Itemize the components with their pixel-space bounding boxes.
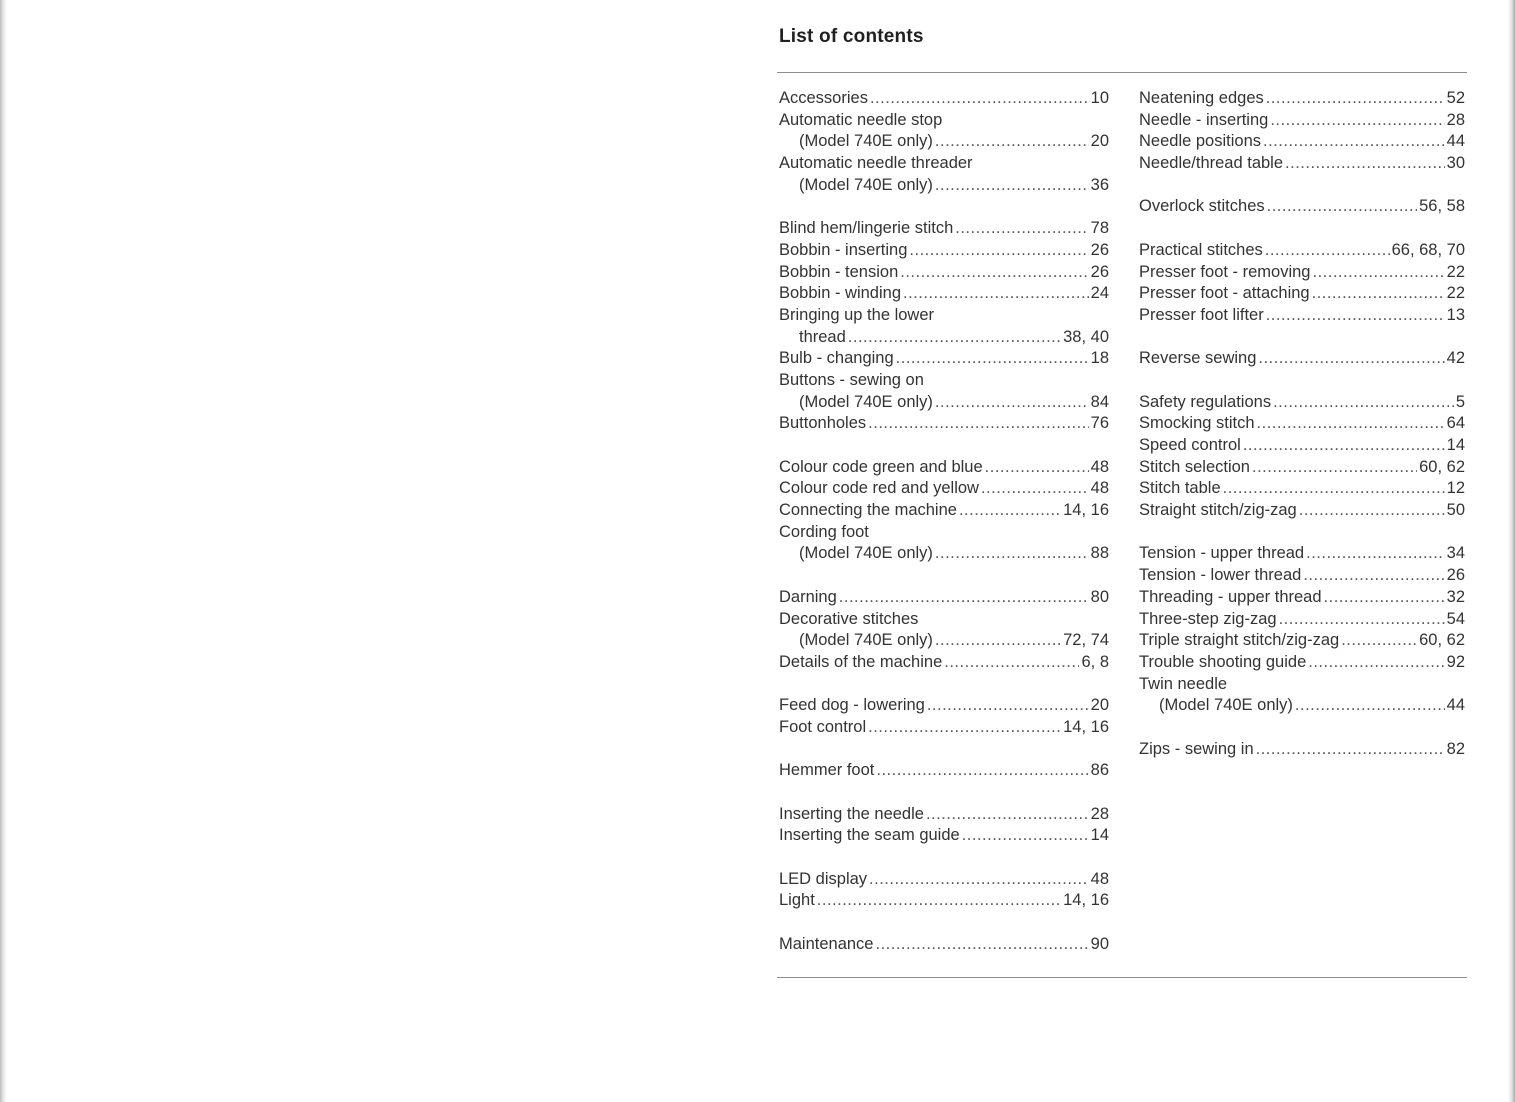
toc-entry xyxy=(779,652,1109,674)
toc-entry-label: Needle - inserting xyxy=(1139,110,1269,129)
toc-entry-page: 14, 16 xyxy=(1063,891,1109,910)
toc-entry-label: Trouble shooting guide xyxy=(1139,652,1307,671)
toc-entry-page: 42 xyxy=(1446,349,1465,368)
toc-entry xyxy=(1139,587,1465,609)
toc-entry xyxy=(1139,609,1465,631)
toc-entry xyxy=(1139,543,1465,565)
toc-entry-label: Bringing up the lower xyxy=(779,305,935,324)
dot-leader xyxy=(839,587,1089,609)
toc-entry-label: (Model 740E only) xyxy=(799,175,933,194)
toc-entry-page: 20 xyxy=(1090,696,1109,715)
toc-entry-page: 6, 8 xyxy=(1081,652,1109,671)
toc-entry-page: 84 xyxy=(1090,392,1109,411)
toc-entry-label: Presser foot - removing xyxy=(1139,262,1311,281)
toc-entry xyxy=(779,695,1109,717)
toc-entry-label: Safety regulations xyxy=(1139,392,1272,411)
toc-entry xyxy=(1139,500,1465,522)
dot-leader xyxy=(870,88,1089,110)
dot-leader xyxy=(848,327,1061,349)
toc-entry-label: Feed dog - lowering xyxy=(779,696,925,715)
dot-leader xyxy=(926,804,1089,826)
toc-entry-page: 64 xyxy=(1446,414,1465,433)
toc-entry-label: LED display xyxy=(779,869,868,888)
toc-entry-label: Maintenance xyxy=(779,934,874,953)
toc-entry-label: Inserting the needle xyxy=(779,804,924,823)
toc-entry-label: (Model 740E only) xyxy=(799,392,933,411)
toc-entry-page: 30 xyxy=(1446,154,1465,173)
toc-entry xyxy=(779,348,1109,370)
toc-entry-label: Presser foot lifter xyxy=(1139,305,1264,324)
toc-entry-label: Bobbin - inserting xyxy=(779,240,908,259)
toc-entry-label: Presser foot - attaching xyxy=(1139,284,1310,303)
dot-leader xyxy=(1263,131,1445,153)
dot-leader xyxy=(1324,587,1445,609)
toc-entry xyxy=(779,305,1109,327)
dot-leader xyxy=(909,240,1088,262)
toc-entry-label: Tension - lower thread xyxy=(1139,566,1302,585)
toc-entry-page: 60, 62 xyxy=(1419,631,1465,650)
toc-entry xyxy=(779,413,1109,435)
dot-leader xyxy=(1258,348,1444,370)
toc-entry-label: Stitch table xyxy=(1139,479,1221,498)
toc-entry-page: 54 xyxy=(1446,609,1465,628)
dot-leader xyxy=(1252,457,1417,479)
toc-entry-label: Threading - upper thread xyxy=(1139,587,1322,606)
toc-entry xyxy=(779,630,1109,652)
toc-entry-label: Overlock stitches xyxy=(1139,197,1265,216)
toc-entry xyxy=(1139,413,1465,435)
toc-entry-label: Darning xyxy=(779,587,837,606)
dot-leader xyxy=(981,478,1089,500)
dot-leader xyxy=(869,869,1089,891)
dot-leader xyxy=(875,934,1088,956)
toc-entry xyxy=(779,110,1109,132)
toc-entry xyxy=(1139,565,1465,587)
toc-entry xyxy=(779,457,1109,479)
toc-entry xyxy=(779,522,1109,544)
toc-entry-label: Blind hem/lingerie stitch xyxy=(779,219,954,238)
toc-entry xyxy=(779,370,1109,392)
toc-entry-label: Bobbin - winding xyxy=(779,284,901,303)
toc-entry xyxy=(779,869,1109,891)
toc-entry-label: Connecting the machine xyxy=(779,501,957,520)
toc-entry-label: Twin needle xyxy=(1139,674,1228,693)
toc-entry-page: 10 xyxy=(1090,89,1109,107)
toc-entry xyxy=(1139,435,1465,457)
dot-leader xyxy=(935,543,1089,565)
toc-entry-page: 48 xyxy=(1090,869,1109,888)
dot-leader xyxy=(1295,695,1445,717)
toc-entry-label: Bobbin - tension xyxy=(779,262,899,281)
toc-entry xyxy=(779,760,1109,782)
toc-entry xyxy=(1139,674,1465,696)
toc-entry-page: 32 xyxy=(1446,587,1465,606)
toc-entry-label: Automatic needle threader xyxy=(779,154,973,173)
dot-leader xyxy=(1303,565,1444,587)
toc-entry xyxy=(779,717,1109,739)
toc-entry xyxy=(779,131,1109,153)
toc-entry-label: Three-step zig-zag xyxy=(1139,609,1277,628)
dot-leader xyxy=(903,283,1089,305)
toc-entry-label: Practical stitches xyxy=(1139,240,1263,259)
toc-entry-label: Colour code red and yellow xyxy=(779,479,979,498)
dot-leader xyxy=(955,218,1088,240)
toc-entry-label: Tension - upper thread xyxy=(1139,544,1305,563)
toc-entry-page: 12 xyxy=(1446,479,1465,498)
toc-entry-label: Triple straight stitch/zig-zag xyxy=(1139,631,1340,650)
toc-entry-label: Reverse sewing xyxy=(1139,349,1257,368)
toc-entry-page: 26 xyxy=(1090,240,1109,259)
toc-entry-page: 28 xyxy=(1090,804,1109,823)
toc-entry-label: Buttonholes xyxy=(779,414,867,433)
toc-entry-label: Speed control xyxy=(1139,436,1241,454)
toc-entry-page: 66, 68, 70 xyxy=(1391,240,1465,259)
toc-entry xyxy=(1139,392,1465,414)
toc-entry-page: 52 xyxy=(1446,89,1465,107)
dot-leader xyxy=(1279,609,1445,631)
dot-leader xyxy=(1341,630,1417,652)
toc-entry-page: 14 xyxy=(1446,436,1465,454)
toc-entry-page: 34 xyxy=(1446,544,1465,563)
toc-entry-label: Straight stitch/zig-zag xyxy=(1139,501,1297,520)
toc-entry-label: (Model 740E only) xyxy=(799,544,933,563)
dot-leader xyxy=(1273,392,1454,414)
toc-entry-page: 13 xyxy=(1446,305,1465,324)
dot-leader xyxy=(1266,88,1445,110)
toc-entry-label: Inserting the seam guide xyxy=(779,826,960,845)
toc-entry xyxy=(1139,262,1465,284)
toc-entry xyxy=(1139,88,1465,110)
toc-entry-label: Stitch selection xyxy=(1139,457,1250,476)
toc-entry xyxy=(779,392,1109,414)
dot-leader xyxy=(1223,478,1445,500)
bottom-rule xyxy=(777,977,1467,978)
dot-leader xyxy=(1299,500,1445,522)
toc-entry-page: 5 xyxy=(1455,392,1465,411)
toc-entry-label: Neatening edges xyxy=(1139,89,1264,107)
dot-leader xyxy=(1265,240,1390,262)
toc-entry-page: 22 xyxy=(1446,262,1465,281)
dot-leader xyxy=(935,175,1089,197)
toc-entry xyxy=(779,327,1109,349)
dot-leader xyxy=(1243,435,1445,457)
dot-leader xyxy=(1285,153,1445,175)
toc-entry-label: Automatic needle stop xyxy=(779,110,943,129)
top-rule xyxy=(777,72,1467,73)
toc-entry xyxy=(1139,110,1465,132)
toc-entry-page: 82 xyxy=(1446,739,1465,758)
toc-entry-label: Needle positions xyxy=(1139,132,1261,151)
dot-leader xyxy=(935,131,1089,153)
toc-entry-label: Hemmer foot xyxy=(779,761,875,780)
toc-entry xyxy=(779,262,1109,284)
dot-leader xyxy=(817,890,1061,912)
toc-entry xyxy=(779,283,1109,305)
toc-entry xyxy=(779,88,1109,110)
toc-entry xyxy=(779,609,1109,631)
toc-entry-page: 50 xyxy=(1446,501,1465,520)
toc-entry xyxy=(779,218,1109,240)
toc-entry-page: 14, 16 xyxy=(1063,717,1109,736)
scan-edge-right xyxy=(1508,0,1515,1102)
toc-entry-page: 22 xyxy=(1446,284,1465,303)
toc-entry-label: (Model 740E only) xyxy=(1159,696,1293,715)
dot-leader xyxy=(1266,305,1445,327)
toc-entry-page: 48 xyxy=(1090,457,1109,476)
toc-entry xyxy=(1139,283,1465,305)
toc-entry-page: 18 xyxy=(1090,349,1109,368)
toc-entry xyxy=(779,478,1109,500)
dot-leader xyxy=(868,413,1088,435)
toc-column-left xyxy=(779,88,1109,956)
toc-entry-page: 26 xyxy=(1446,566,1465,585)
toc-entry-page: 36 xyxy=(1090,175,1109,194)
toc-entry-label: Bulb - changing xyxy=(779,349,894,368)
toc-entry xyxy=(1139,240,1465,262)
toc-entry xyxy=(1139,695,1465,717)
dot-leader xyxy=(876,760,1088,782)
toc-entry-page: 72, 74 xyxy=(1063,631,1109,650)
toc-entry-page: 86 xyxy=(1090,761,1109,780)
toc-entry-page: 44 xyxy=(1446,696,1465,715)
toc-entry xyxy=(1139,131,1465,153)
toc-entry xyxy=(779,175,1109,197)
toc-entry xyxy=(1139,457,1465,479)
toc-entry-page: 76 xyxy=(1090,414,1109,433)
toc-entry xyxy=(779,240,1109,262)
toc-entry-label: thread xyxy=(799,327,846,346)
toc-entry-page: 14, 16 xyxy=(1063,501,1109,520)
toc-entry-label: Colour code green and blue xyxy=(779,457,983,476)
dot-leader xyxy=(962,825,1089,847)
dot-leader xyxy=(1308,652,1444,674)
page-title: List of contents xyxy=(779,26,924,47)
dot-leader xyxy=(1312,283,1445,305)
dot-leader xyxy=(935,630,1061,652)
dot-leader xyxy=(1267,196,1418,218)
toc-entry-label: Buttons - sewing on xyxy=(779,370,924,389)
toc-column-right xyxy=(1139,88,1465,760)
toc-entry-page: 48 xyxy=(1090,479,1109,498)
toc-entry-page: 60, 62 xyxy=(1419,457,1465,476)
toc-entry-page: 24 xyxy=(1090,284,1109,303)
toc-entry-label: Details of the machine xyxy=(779,652,943,671)
dot-leader xyxy=(935,392,1089,414)
toc-entry-label: Decorative stitches xyxy=(779,609,919,628)
dot-leader xyxy=(868,717,1061,739)
toc-entry xyxy=(779,543,1109,565)
dot-leader xyxy=(1257,413,1445,435)
toc-entry-page: 88 xyxy=(1090,544,1109,563)
toc-entry-page: 20 xyxy=(1090,132,1109,151)
toc-entry-page: 28 xyxy=(1446,110,1465,129)
toc-entry xyxy=(1139,153,1465,175)
dot-leader xyxy=(900,262,1088,284)
dot-leader xyxy=(927,695,1089,717)
toc-entry-page: 44 xyxy=(1446,132,1465,151)
toc-entry xyxy=(779,890,1109,912)
toc-entry-page: 38, 40 xyxy=(1063,327,1109,346)
toc-entry xyxy=(779,587,1109,609)
toc-entry-page: 78 xyxy=(1090,219,1109,238)
toc-entry-label: (Model 740E only) xyxy=(799,132,933,151)
toc-entry xyxy=(1139,305,1465,327)
toc-entry-label: (Model 740E only) xyxy=(799,631,933,650)
toc-entry xyxy=(779,825,1109,847)
toc-entry-label: Foot control xyxy=(779,717,867,736)
toc-entry xyxy=(1139,478,1465,500)
dot-leader xyxy=(944,652,1079,674)
toc-entry-page: 14 xyxy=(1090,826,1109,845)
dot-leader xyxy=(896,348,1089,370)
dot-leader xyxy=(1270,110,1444,132)
toc-entry-label: Zips - sewing in xyxy=(1139,739,1254,758)
toc-entry-label: Cording foot xyxy=(779,522,869,541)
toc-entry xyxy=(1139,630,1465,652)
dot-leader xyxy=(1256,739,1445,761)
dot-leader xyxy=(1306,543,1445,565)
toc-entry xyxy=(1139,196,1465,218)
toc-entry-label: Smocking stitch xyxy=(1139,414,1255,433)
toc-entry-page: 26 xyxy=(1090,262,1109,281)
dot-leader xyxy=(1312,262,1444,284)
toc-entry xyxy=(779,804,1109,826)
toc-entry xyxy=(1139,739,1465,761)
scan-edge-left xyxy=(0,0,7,1102)
toc-entry xyxy=(1139,348,1465,370)
toc-entry xyxy=(779,500,1109,522)
dot-leader xyxy=(985,457,1089,479)
toc-entry-page: 92 xyxy=(1446,652,1465,671)
toc-entry-page: 90 xyxy=(1090,934,1109,953)
toc-entry xyxy=(779,934,1109,956)
toc-entry xyxy=(1139,652,1465,674)
dot-leader xyxy=(959,500,1061,522)
toc-entry-label: Accessories xyxy=(779,89,868,107)
toc-entry xyxy=(779,153,1109,175)
toc-entry-page: 80 xyxy=(1090,587,1109,606)
toc-entry-label: Needle/thread table xyxy=(1139,154,1284,173)
toc-entry-page: 56, 58 xyxy=(1419,197,1465,216)
toc-entry-label: Light xyxy=(779,891,815,910)
